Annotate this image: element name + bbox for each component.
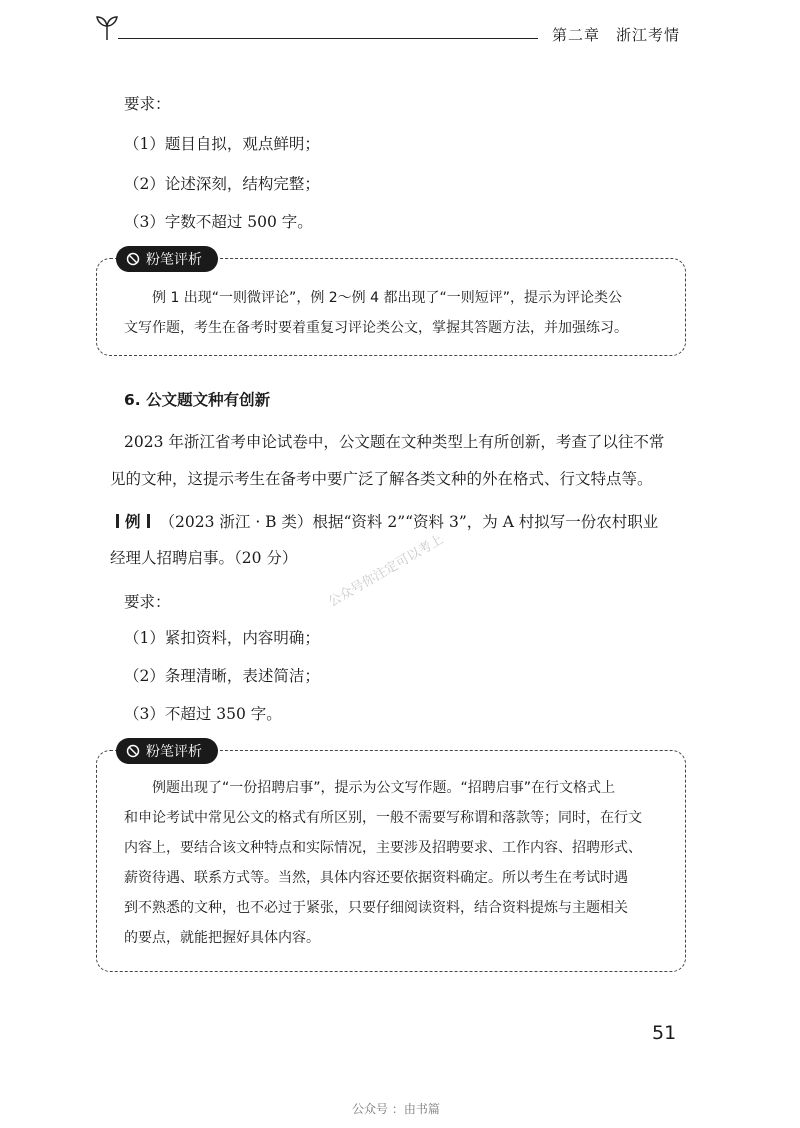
- requirements-label: 要求：: [124, 95, 171, 113]
- comment-tag-label: 粉笔评析: [146, 744, 202, 760]
- comment-text: [124, 283, 628, 343]
- example-line: [116, 510, 658, 532]
- page-number: 51: [652, 1022, 677, 1044]
- example-bar-left: [116, 514, 119, 528]
- section-title: 6. 公文题文种有创新: [124, 391, 271, 409]
- comment-line: 和申论考试中常见公文的格式有所区别，一般不需要写称谓和落款等；同时，在行文: [124, 810, 642, 826]
- comment-line: 例 1 出现“一则微评论”，例 2～例 4 都出现了“一则短评”，提示为评论类公: [152, 290, 622, 306]
- requirement-item: （1）紧扣资料，内容明确；: [124, 629, 320, 647]
- example-line-2: 经理人招聘启事。（20 分）: [110, 549, 298, 567]
- requirement-item: （3）字数不超过 500 字。: [124, 213, 313, 231]
- paragraph-line: 2023 年浙江省考申论试卷中，公文题在文种类型上有所创新，考查了以往不常: [124, 433, 665, 451]
- comment-tag: [116, 738, 218, 764]
- chapter-title: 第二章 浙江考情: [552, 26, 681, 44]
- no-entry-icon: [126, 252, 140, 266]
- comment-tag-label: 粉笔评析: [146, 252, 202, 268]
- requirement-item: （1）题目自拟，观点鲜明；: [124, 135, 320, 153]
- requirement-item: （3）不超过 350 字。: [124, 705, 282, 723]
- comment-line: 文写作题，考生在备考时要着重复习评论类公文，掌握其答题方法，并加强练习。: [124, 320, 628, 336]
- no-entry-icon: [126, 744, 140, 758]
- example-text: （2023 浙江 · B 类）根据“资料 2”“资料 3”，为 A 村拟写一份农村职业: [159, 513, 659, 531]
- header-rule: [118, 38, 538, 39]
- comment-line: 内容上，要结合该文种特点和实际情况，主要涉及招聘要求、工作内容、招聘形式、: [124, 840, 642, 856]
- comment-line: 到不熟悉的文种，也不必过于紧张，只要仔细阅读资料，结合资料提炼与主题相关: [124, 900, 628, 916]
- paragraph-line: 见的文种，这提示考生在备考中要广泛了解各类文种的外在格式、行文特点等。: [110, 470, 653, 488]
- comment-line: 例题出现了“一份招聘启事”，提示为公文写作题。“招聘启事”在行文格式上: [152, 780, 616, 796]
- requirement-item: （2）条理清晰，表述简洁；: [124, 667, 320, 685]
- footer-mark: 公众号 ：由书篇: [352, 1102, 440, 1116]
- watermark: 公众号你注定可以考上: [325, 532, 447, 611]
- example-bar-right: [147, 514, 150, 528]
- requirements-label: 要求：: [124, 593, 171, 611]
- requirement-item: （2）论述深刻，结构完整；: [124, 175, 320, 193]
- example-label: 例: [125, 512, 141, 531]
- comment-tag: [116, 246, 218, 272]
- comment-line: 的要点，就能把握好具体内容。: [124, 930, 320, 946]
- comment-text: [124, 773, 642, 953]
- comment-line: 薪资待遇、联系方式等。当然，具体内容还要依据资料确定。所以考生在考试时遇: [124, 870, 628, 886]
